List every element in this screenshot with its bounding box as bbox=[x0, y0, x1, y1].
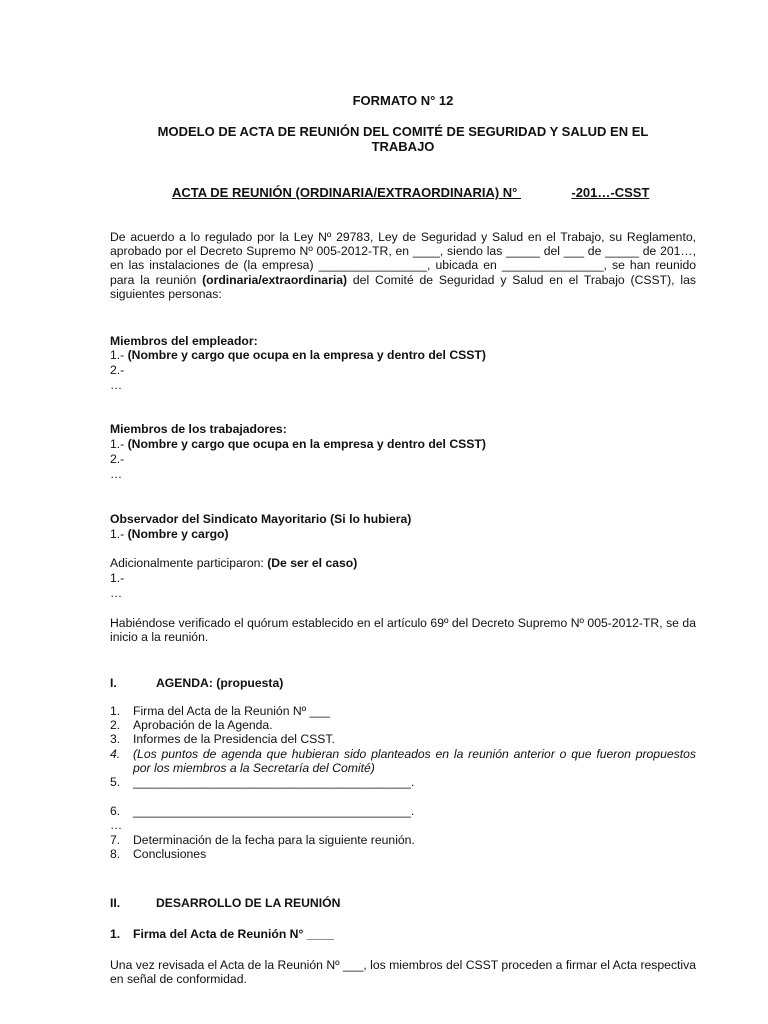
trabajadores-ellipsis: … bbox=[110, 467, 123, 481]
agenda-item-num: 3. bbox=[110, 732, 121, 747]
agenda-item-num: 6. bbox=[110, 804, 121, 819]
firma-sub-title: Firma del Acta de Reunión N° ____ bbox=[133, 927, 334, 941]
formato-title: FORMATO N° 12 bbox=[352, 93, 454, 108]
adicional-item-1: 1.- bbox=[110, 571, 125, 585]
agenda-item-num: 7. bbox=[110, 832, 121, 847]
modelo-title-line1: MODELO DE ACTA DE REUNIÓN DEL COMITÉ DE SEGURIDAD Y SALUD EN EL bbox=[157, 124, 649, 139]
agenda-item-text: _________________________________________. bbox=[133, 804, 415, 819]
agenda-list bbox=[110, 704, 696, 861]
agenda-item bbox=[110, 847, 696, 861]
adicional-bold: (De ser el caso) bbox=[267, 556, 358, 570]
agenda-item-text: _________________________________________. bbox=[133, 775, 415, 790]
observador-heading: Observador del Sindicato Mayoritario (Si lo hubiera) bbox=[110, 512, 412, 526]
trabajadores-heading: Miembros de los trabajadores: bbox=[110, 422, 287, 436]
agenda-item bbox=[110, 747, 696, 775]
agenda-item-text: Determinación de la fecha para la siguiente reunión. bbox=[133, 832, 415, 847]
firma-sub-num: 1. bbox=[110, 927, 121, 941]
agenda-item bbox=[110, 775, 696, 789]
intro-text-1: De acuerdo a lo regulado por la Ley Nº 29783, Ley de Seguridad y Salud en el Trabajo, su Reglamento, aprobado por el Decreto Supremo Nº 005-2012-TR, en ____, siendo las _____ del ___ de _____ de 201…, en las instalaciones de (la empresa) ________________, ubicada en _______________, se han reunido para la reunión bbox=[110, 230, 696, 287]
intro-paragraph bbox=[110, 230, 696, 301]
agenda-item-text: (Los puntos de agenda que hubieran sido planteados en la reunión anterior o que fueron propuestos por los miembros a la Secretaría del Comité) bbox=[133, 746, 696, 775]
acta-title-main: ACTA DE REUNIÓN (ORDINARIA/EXTRAORDINARIA) N° bbox=[172, 185, 518, 200]
observador-item-1-num: 1.- bbox=[110, 527, 125, 541]
agenda-item-num: … bbox=[110, 818, 123, 833]
agenda-item-text: Conclusiones bbox=[133, 846, 207, 861]
agenda-item bbox=[110, 804, 696, 818]
agenda-title: AGENDA: (propuesta) bbox=[156, 676, 284, 690]
agenda-item bbox=[110, 818, 696, 832]
agenda-item-num: 5. bbox=[110, 775, 121, 790]
agenda-heading bbox=[110, 676, 283, 691]
agenda-item-text: Firma del Acta de la Reunión Nº ___ bbox=[133, 704, 330, 718]
agenda-item-num: 1. bbox=[110, 704, 121, 718]
desarrollo-title: DESARROLLO DE LA REUNIÓN bbox=[156, 896, 341, 910]
firma-paragraph: Una vez revisada el Acta de la Reunión Nº ___, los miembros del CSST proceden a firmar el Acta respectiva en señal de conformidad. bbox=[110, 958, 696, 987]
empleador-item-1-text: (Nombre y cargo que ocupa en la empresa y dentro del CSST) bbox=[127, 348, 486, 362]
intro-text-2: del Comité de Seguridad y Salud en el Trabajo (CSST), las siguientes personas: bbox=[110, 272, 696, 301]
modelo-title-line2: TRABAJO bbox=[371, 139, 435, 154]
adicional-ellipsis: … bbox=[110, 586, 123, 600]
agenda-item-text: Informes de la Presidencia del CSST. bbox=[133, 732, 335, 747]
trabajadores-item-1 bbox=[110, 437, 486, 451]
empleador-item-1 bbox=[110, 348, 486, 362]
desarrollo-roman: II. bbox=[110, 896, 121, 910]
adicional-label: Adicionalmente participaron: bbox=[110, 556, 264, 570]
agenda-item-text bbox=[133, 818, 696, 832]
firma-subheading bbox=[110, 927, 334, 942]
empleador-heading: Miembros del empleador: bbox=[110, 334, 258, 348]
agenda-item-num: 4. bbox=[110, 746, 121, 761]
adicional-line bbox=[110, 556, 357, 570]
desarrollo-heading bbox=[110, 896, 340, 911]
observador-item-1 bbox=[110, 527, 229, 541]
acta-number-blank bbox=[517, 185, 571, 201]
agenda-item-text: Aprobación de la Agenda. bbox=[133, 718, 273, 733]
agenda-item bbox=[110, 732, 696, 746]
agenda-item bbox=[110, 833, 696, 847]
empleador-item-1-num: 1.- bbox=[110, 348, 125, 362]
trabajadores-item-1-num: 1.- bbox=[110, 437, 125, 451]
quorum-paragraph: Habiéndose verificado el quórum establecido en el artículo 69º del Decreto Supremo Nº 005-2012-TR, se da inicio a la reunión. bbox=[110, 616, 696, 645]
observador-item-1-text: (Nombre y cargo) bbox=[127, 527, 229, 541]
agenda-item bbox=[110, 704, 696, 718]
trabajadores-item-2: 2.- bbox=[110, 452, 125, 466]
agenda-roman: I. bbox=[110, 676, 117, 690]
acta-title-suffix: -201…-CSST bbox=[571, 185, 650, 200]
acta-title bbox=[172, 185, 649, 201]
empleador-item-2: 2.- bbox=[110, 363, 125, 377]
empleador-ellipsis: … bbox=[110, 378, 123, 392]
trabajadores-item-1-text: (Nombre y cargo que ocupa en la empresa y dentro del CSST) bbox=[127, 437, 486, 451]
agenda-item-num: 8. bbox=[110, 846, 121, 861]
agenda-item-num: 2. bbox=[110, 718, 121, 733]
agenda-item bbox=[110, 718, 696, 732]
intro-bold: (ordinaria/extraordinaria) bbox=[202, 272, 348, 287]
